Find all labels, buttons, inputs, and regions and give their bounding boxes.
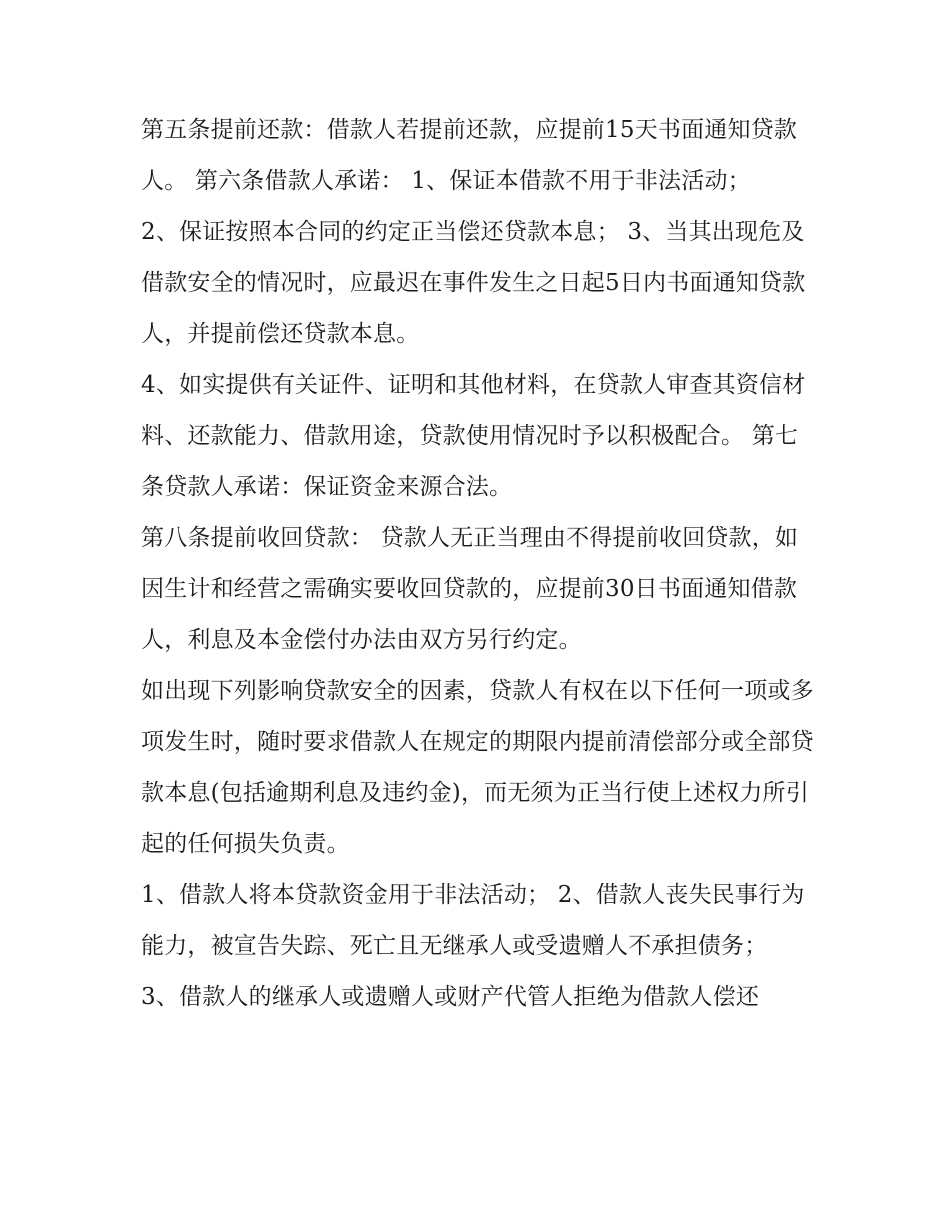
paragraph-factor-3: 3、借款人的继承人或遗赠人或财产代管人拒绝为借款人偿还	[141, 984, 760, 1010]
paragraph-commitment-4-article-7: 4、如实提供有关证件、证明和其他材料，在贷款人审查其资信材料、还款能力、借款用途，贷款使用情况时予以积极配合。 第七条贷款人承诺：保证资金来源合法。	[141, 372, 806, 500]
paragraph-factor-1-2: 1、借款人将本贷款资金用于非法活动； 2、借款人丧失民事行为能力，被宣告失踪、死亡且无继承人或受遗赠人不承担债务；	[141, 882, 805, 959]
document-body	[141, 105, 821, 1023]
paragraph-article-8: 第八条提前收回贷款： 贷款人无正当理由不得提前收回贷款，如因生计和经营之需确实要收回贷款的，应提前30日书面通知借款人，利息及本金偿付办法由双方另行约定。	[141, 525, 799, 653]
paragraph-article-5-6: 第五条提前还款：借款人若提前还款，应提前15天书面通知贷款人。 第六条借款人承诺： 1、保证本借款不用于非法活动；	[141, 117, 798, 194]
paragraph-risk-factors: 如出现下列影响贷款安全的因素，贷款人有权在以下任何一项或多项发生时，随时要求借款人在规定的期限内提前清偿部分或全部贷款本息(包括逾期利息及违约金)，而无须为正当行使上述权力所引起的任何损失负责。	[141, 678, 814, 857]
paragraph-commitment-2-3: 2、保证按照本合同的约定正当偿还贷款本息； 3、当其出现危及借款安全的情况时，应最迟在事件发生之日起5日内书面通知贷款人，并提前偿还贷款本息。	[141, 219, 806, 347]
